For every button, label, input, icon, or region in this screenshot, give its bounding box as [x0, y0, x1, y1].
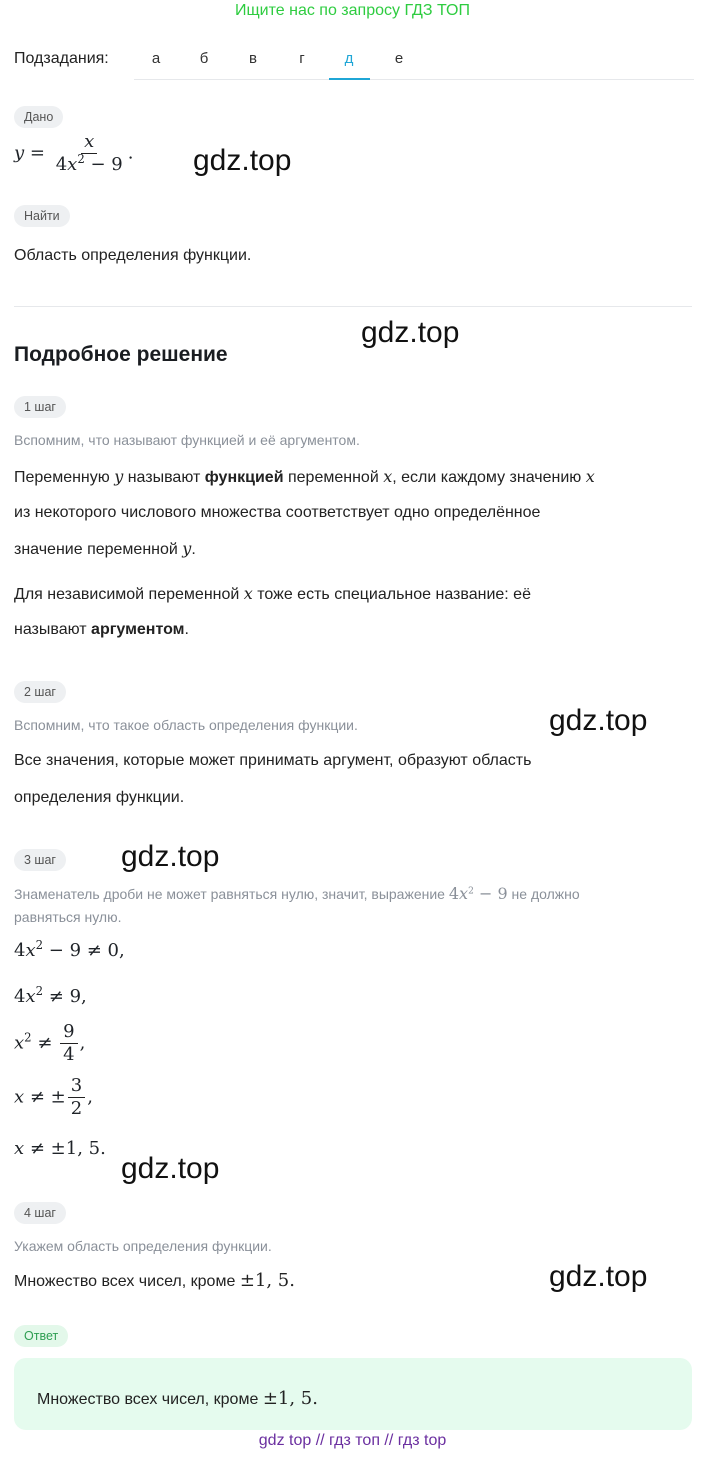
subtasks-tabs [134, 40, 694, 80]
step1-paragraph1-line1: Переменную y называют функцией переменной x, если каждому значению x [14, 467, 595, 486]
step1-chip: 1 шаг [14, 396, 66, 418]
watermark: gdz.top [361, 316, 460, 349]
step4-chip: 4 шаг [14, 1202, 66, 1224]
given-formula: y = $\frac{x}{4x^2 - 9}$ . [14, 131, 134, 175]
watermark: gdz.top [193, 144, 292, 177]
tab-g[interactable]: г [299, 50, 305, 67]
step3-chip: 3 шаг [14, 849, 66, 871]
find-chip: Найти [14, 205, 70, 227]
find-text: Область определения функции. [14, 247, 252, 264]
active-tab-indicator [329, 78, 370, 80]
divider [14, 306, 692, 307]
equation-2: $4x^2 \ne 9$, [14, 984, 87, 1007]
answer-text: Множество всех чисел, кроме ±1, 5. [37, 1388, 318, 1409]
step2-line2: определения функции. [14, 789, 185, 806]
step2-chip: 2 шаг [14, 681, 66, 703]
equation-1: $4x^2 - 9 \ne 0$, [14, 938, 125, 961]
step1-paragraph2-line1: Для независимой переменной x тоже есть специальное название: её [14, 584, 531, 603]
tab-a[interactable]: а [151, 50, 161, 67]
solution-title: Подробное решение [14, 343, 228, 366]
step4-text: Множество всех чисел, кроме ±1, 5. [14, 1270, 295, 1291]
step3-hint-line1: Знаменатель дроби не может равняться нулю, значит, выражение $4x^2 - 9$ не должно [14, 884, 580, 903]
step1-paragraph1-line3: значение переменной y. [14, 539, 196, 558]
step2-hint: Вспомним, что такое область определения функции. [14, 717, 358, 733]
step1-paragraph2-line2: называют аргументом. [14, 621, 189, 638]
step3-hint-line2: равняться нулю. [14, 909, 122, 925]
tab-v[interactable]: в [249, 50, 257, 67]
step4-hint: Укажем область определения функции. [14, 1238, 272, 1254]
footer-links[interactable]: gdz top // гдз топ // гдз top [258, 1432, 447, 1449]
tab-e[interactable]: е [394, 50, 404, 67]
equation-3: $x^2$ ≠ $\frac{9}{4}$ , [14, 1021, 86, 1065]
given-chip: Дано [14, 106, 63, 128]
watermark: gdz.top [549, 704, 648, 737]
watermark: gdz.top [121, 840, 220, 873]
tab-d[interactable]: д [344, 50, 354, 67]
equation-5: x ≠ ±1, 5. [14, 1138, 106, 1159]
subtasks-label: Подзадания: [14, 50, 109, 67]
equation-4: x ≠ ± $\frac{3}{2}$ , [14, 1075, 93, 1119]
watermark: gdz.top [121, 1152, 220, 1185]
step1-paragraph1-line2: из некоторого числового множества соответствует одно определённое [14, 504, 541, 521]
promo-banner[interactable]: Ищите нас по запросу ГДЗ ТОП [235, 2, 470, 19]
watermark: gdz.top [549, 1260, 648, 1293]
step2-line1: Все значения, которые может принимать аргумент, образуют область [14, 752, 532, 769]
answer-chip: Ответ [14, 1325, 68, 1347]
step1-hint: Вспомним, что называют функцией и её аргументом. [14, 432, 360, 448]
tab-b[interactable]: б [199, 50, 209, 67]
